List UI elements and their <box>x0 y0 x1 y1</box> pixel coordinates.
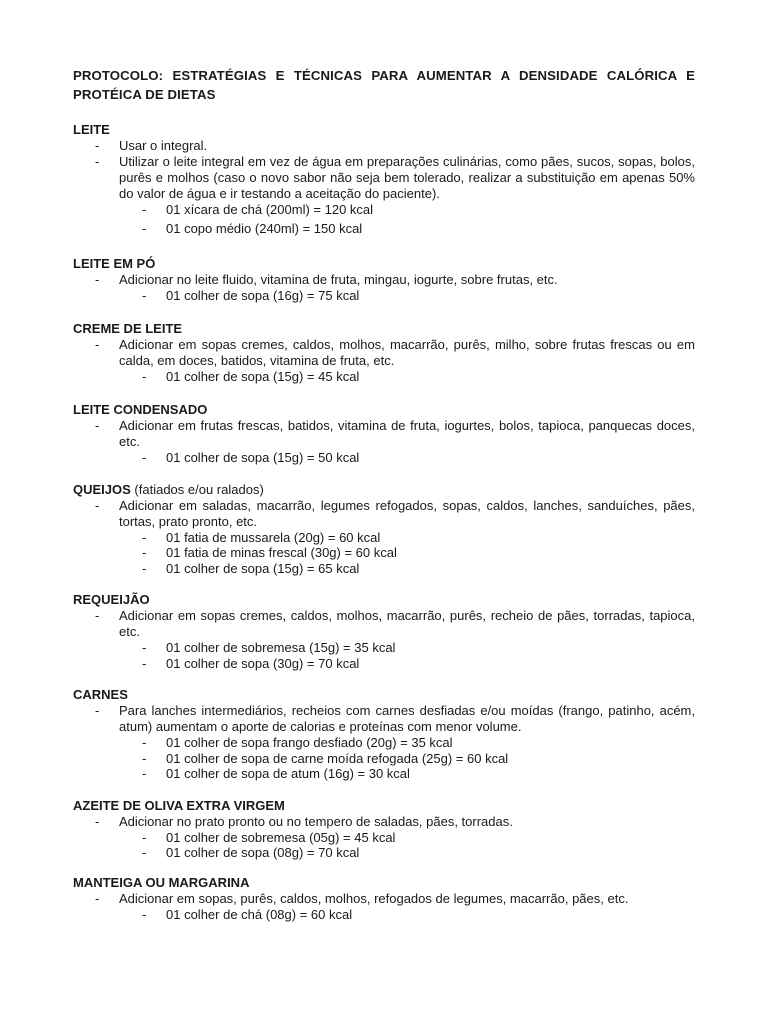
sub-dash: - <box>142 845 147 860</box>
section-heading-note: (fatiados e/ou ralados) <box>134 481 264 497</box>
sub-item <box>73 545 695 561</box>
bullet-dash: - <box>95 418 100 433</box>
sub-text: 01 fatia de mussarela (20g) = 60 kcal <box>166 529 381 545</box>
section-heading <box>73 482 695 498</box>
sub-item <box>73 845 695 861</box>
sub-item <box>73 640 695 656</box>
sub-item <box>73 751 695 767</box>
sub-text: 01 colher de sopa frango desfiado (20g) = 35 kcal <box>166 735 453 750</box>
sub-text: 01 colher de sopa (08g) = 70 kcal <box>166 845 360 860</box>
sub-dash: - <box>142 640 147 655</box>
sub-text: 01 colher de sopa (30g) = 70 kcal <box>166 655 360 671</box>
section <box>73 592 695 671</box>
bullet-dash: - <box>95 608 100 623</box>
section-heading-text: LEITE CONDENSADO <box>73 402 208 417</box>
bullet-item <box>73 703 695 735</box>
sub-text: 01 colher de sopa (15g) = 50 kcal <box>166 450 360 465</box>
sub-dash: - <box>142 829 147 845</box>
bullet-dash: - <box>95 497 100 513</box>
section-heading <box>73 256 695 272</box>
sub-item <box>73 450 695 466</box>
section-heading-text: AZEITE DE OLIVA EXTRA VIRGEM <box>73 797 285 813</box>
bullet-text: Adicionar em sopas cremes, caldos, molhos, macarrão, purês, milho, sobre frutas frescas ou em calda, em doces, batidos, vitamina de fruta, etc. <box>119 336 695 368</box>
bullet-text: Adicionar em sopas, purês, caldos, molhos, refogados de legumes, macarrão, pães, etc. <box>119 890 629 906</box>
sub-text: 01 colher de sopa de carne moída refogada (25g) = 60 kcal <box>166 750 509 766</box>
sub-dash: - <box>142 545 147 560</box>
bullet-item <box>73 891 695 907</box>
bullet-item <box>73 337 695 369</box>
section-heading-text: LEITE EM PÓ <box>73 256 156 271</box>
section-heading <box>73 122 695 138</box>
sub-item <box>73 907 695 923</box>
section-heading-text: CARNES <box>73 687 128 702</box>
section-heading-text: LEITE <box>73 122 110 137</box>
section-heading-text: QUEIJOS <box>73 481 131 497</box>
section-heading <box>73 321 695 337</box>
section <box>73 875 695 923</box>
sub-item <box>73 830 695 846</box>
sub-dash: - <box>142 202 147 217</box>
document-page <box>73 66 695 922</box>
sub-dash: - <box>142 450 147 465</box>
sub-dash: - <box>142 766 147 781</box>
section <box>73 122 695 236</box>
sub-dash: - <box>142 906 147 922</box>
sub-item <box>73 369 695 385</box>
sub-text: 01 fatia de minas frescal (30g) = 60 kcal <box>166 545 397 560</box>
bullet-dash: - <box>95 154 100 169</box>
section-heading <box>73 592 695 608</box>
sub-text: 01 colher de sopa de atum (16g) = 30 kcal <box>166 766 410 781</box>
document-title: PROTOCOLO: ESTRATÉGIAS E TÉCNICAS PARA AUMENTAR A DENSIDADE CALÓRICA E PROTÉICA DE DIETAS <box>73 68 695 102</box>
bullet-dash: - <box>95 813 100 829</box>
sub-text: 01 copo médio (240ml) = 150 kcal <box>166 220 363 236</box>
section <box>73 321 695 385</box>
section <box>73 402 695 466</box>
bullet-dash: - <box>95 138 100 153</box>
section-heading-text: REQUEIJÃO <box>73 592 150 607</box>
sub-text: 01 colher de sopa (16g) = 75 kcal <box>166 288 360 303</box>
bullet-text: Adicionar em sopas cremes, caldos, molhos, macarrão, purês, recheio de pães, torradas, tapioca, etc. <box>119 608 695 639</box>
sub-item <box>73 561 695 577</box>
sub-dash: - <box>142 655 147 671</box>
bullet-item <box>73 418 695 450</box>
section-heading <box>73 875 695 891</box>
sub-text: 01 colher de chá (08g) = 60 kcal <box>166 906 353 922</box>
section-heading <box>73 402 695 418</box>
sub-item <box>73 735 695 751</box>
sub-text: 01 colher de sopa (15g) = 65 kcal <box>166 560 360 576</box>
sub-item <box>73 530 695 546</box>
bullet-dash: - <box>95 703 100 718</box>
sub-dash: - <box>142 368 147 384</box>
sub-text: 01 colher de sopa (15g) = 45 kcal <box>166 368 360 384</box>
bullet-item <box>73 272 695 288</box>
sub-dash: - <box>142 529 147 545</box>
bullet-text: Utilizar o leite integral em vez de água em preparações culinárias, como pães, sucos, sopas, bolos, purês e molhos (caso o novo sabor não seja bem tolerado, realizar a substituição em apenas 50% do valor de água e ir testando a aceitação do paciente). <box>119 154 695 201</box>
bullet-dash: - <box>95 336 100 352</box>
sub-item <box>73 288 695 304</box>
section <box>73 687 695 782</box>
bullet-text: Adicionar em saladas, macarrão, legumes refogados, sopas, caldos, lanches, sanduíches, pães, tortas, prato pronto, etc. <box>119 497 695 529</box>
bullet-item <box>73 138 695 154</box>
sub-item <box>73 656 695 672</box>
section-heading-text: MANTEIGA OU MARGARINA <box>73 874 250 890</box>
bullet-text: Para lanches intermediários, recheios com carnes desfiadas e/ou moídas (frango, patinho, acém, atum) aumentam o aporte de calorias e proteínas com menor volume. <box>119 703 695 734</box>
sub-text: 01 colher de sobremesa (15g) = 35 kcal <box>166 640 396 655</box>
bullet-dash: - <box>95 272 100 287</box>
sub-item <box>73 202 695 218</box>
sub-text: 01 xícara de chá (200ml) = 120 kcal <box>166 202 374 217</box>
bullet-text: Adicionar em frutas frescas, batidos, vitamina de fruta, iogurtes, bolos, tapioca, panquecas doces, etc. <box>119 418 695 449</box>
bullet-text: Adicionar no prato pronto ou no tempero de saladas, pães, torradas. <box>119 813 513 829</box>
sub-dash: - <box>142 735 147 750</box>
sub-text: 01 colher de sobremesa (05g) = 45 kcal <box>166 829 396 845</box>
sub-dash: - <box>142 560 147 576</box>
sub-dash: - <box>142 750 147 766</box>
bullet-item <box>73 608 695 640</box>
bullet-item <box>73 498 695 530</box>
bullet-item <box>73 814 695 830</box>
section-heading <box>73 798 695 814</box>
sub-item <box>73 766 695 782</box>
section-heading <box>73 687 695 703</box>
sub-item <box>73 221 695 237</box>
bullet-text: Adicionar no leite fluido, vitamina de fruta, mingau, iogurte, sobre frutas, etc. <box>119 272 558 287</box>
section-heading-text: CREME DE LEITE <box>73 320 183 336</box>
bullet-text: Usar o integral. <box>119 138 208 153</box>
bullet-item <box>73 154 695 202</box>
section <box>73 482 695 577</box>
sections-container <box>73 122 695 922</box>
bullet-dash: - <box>95 890 100 906</box>
section <box>73 798 695 861</box>
sub-dash: - <box>142 288 147 303</box>
sub-dash: - <box>142 220 147 236</box>
section <box>73 256 695 304</box>
